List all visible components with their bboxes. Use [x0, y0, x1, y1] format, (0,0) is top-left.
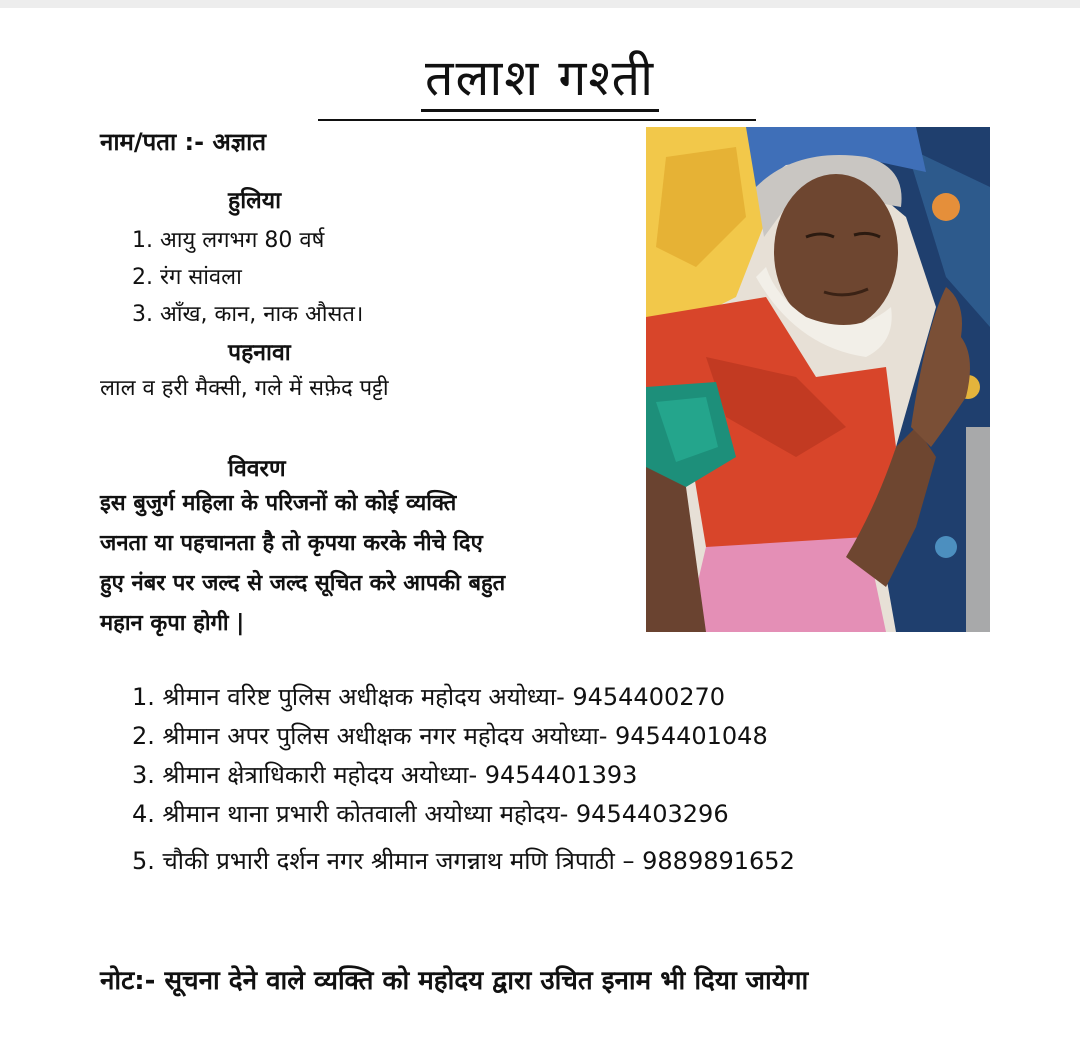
appearance-list	[132, 222, 363, 333]
title-rule	[318, 119, 756, 121]
details-heading: विवरण	[228, 456, 286, 482]
contact-item: 5. चौकी प्रभारी दर्शन नगर श्रीमान जगन्नाथ मणि त्रिपाठी – 9889891652	[132, 847, 795, 875]
details-line: महान कृपा होगी |	[100, 611, 245, 636]
reward-note: नोट:- सूचना देने वाले व्यक्ति को महोदय द्वारा उचित इनाम भी दिया जायेगा	[100, 966, 809, 996]
details-paragraph	[100, 484, 620, 644]
details-line: हुए नंबर पर जल्द से जल्द सूचित करे आपकी बहुत	[100, 571, 506, 596]
clothing-text: लाल व हरी मैक्सी, गले में सफ़ेद पट्टी	[100, 376, 389, 401]
appearance-item: 1. आयु लगभग 80 वर्ष	[132, 228, 325, 253]
clothing-heading: पहनावा	[228, 340, 291, 366]
contact-item: 2. श्रीमान अपर पुलिस अधीक्षक नगर महोदय अयोध्या- 9454401048	[132, 722, 768, 750]
appearance-item: 2. रंग सांवला	[132, 265, 242, 290]
appearance-heading: हुलिया	[228, 188, 282, 214]
contact-item: 1. श्रीमान वरिष्ट पुलिस अधीक्षक महोदय अयोध्या- 9454400270	[132, 683, 726, 711]
details-line: इस बुजुर्ग महिला के परिजनों को कोई व्यक्ति	[100, 491, 457, 516]
contact-item: 4. श्रीमान थाना प्रभारी कोतवाली अयोध्या महोदय- 9454403296	[132, 800, 729, 828]
page-title: तलाश गश्ती	[0, 48, 1080, 108]
appearance-item: 3. आँख, कान, नाक औसत।	[132, 302, 364, 327]
name-address-line: नाम/पता :- अज्ञात	[100, 128, 267, 156]
missing-person-photo	[646, 127, 990, 632]
details-line: जनता या पहचानता है तो कृपया करके नीचे दिए	[100, 531, 483, 556]
contact-item: 3. श्रीमान क्षेत्राधिकारी महोदय अयोध्या- 9454401393	[132, 761, 638, 789]
contact-list	[132, 678, 795, 881]
top-strip	[0, 0, 1080, 8]
